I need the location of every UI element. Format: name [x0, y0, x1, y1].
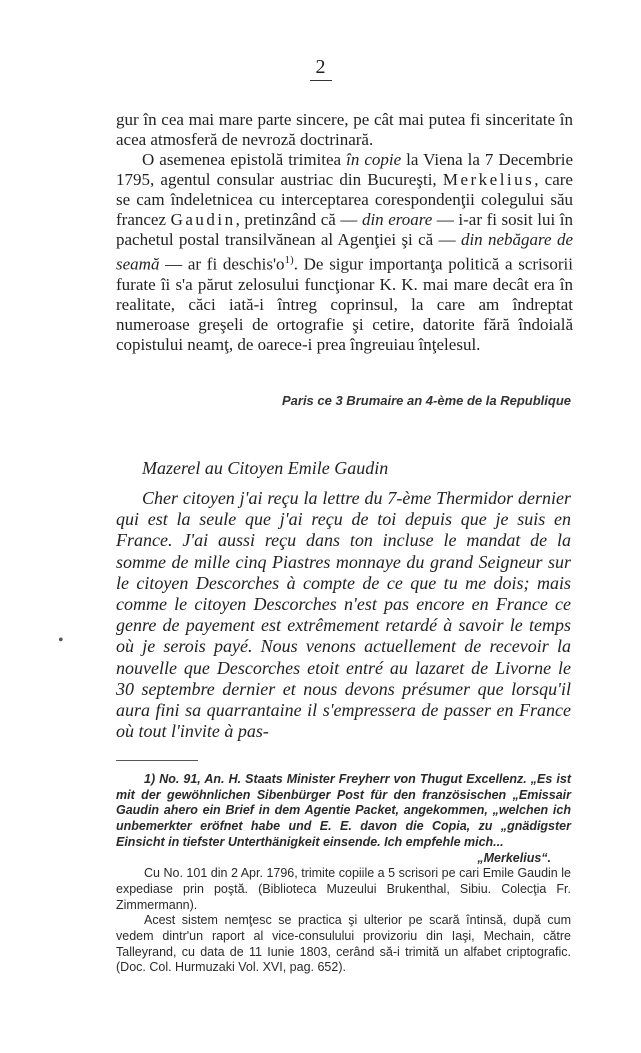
letter-dateline: Paris ce 3 Brumaire an 4-ème de la Republique: [281, 393, 571, 408]
page-number-text: 2: [310, 54, 332, 81]
footnotes: [116, 772, 571, 976]
paragraph-epistola: O asemenea epistolă trimitea în copie la Viena la 7 Decembrie 1795, agentul consular austriac din Bucureşti, Merkelius, care se cam îndeletnicea cu interceptarea corespondenţii colegului său francez Gaudin, pretinzând că — din eroare — i-ar fi sosit lui în pachetul postal transilvănean al Agenţiei şi că — din nebăgare de seamă — ar fi $deschis'o^{1)}$. De sigur importanţa politică a scrisorii furate îi s'a părut zelosului funcţionar K. K. mai mare decât era în realitate, căci iată-i întreg coprinsul, la care am îndreptat numeroase greşeli de ortografie şi cetire, datorite fără îndoială copistului neamţ, de oarece-i prea îngreuiau înţelesul.: [116, 150, 573, 354]
footnote-signature: „Merkelius“.: [477, 850, 551, 865]
emphasis-din-eroare: din eroare: [361, 210, 433, 229]
letter-body: [116, 488, 571, 742]
emphasis-nebagare: din nebăgare de seamă: [116, 230, 573, 274]
footnote-separator: [116, 760, 198, 761]
name-merkelius: Merkelius: [442, 170, 535, 189]
letter-salutation: Mazerel au Citoyen Emile Gaudin: [142, 458, 389, 478]
page-number: [0, 54, 641, 81]
main-text: [116, 110, 573, 355]
footnote-2: Cu No. 101 din 2 Apr. 1796, trimite copiile a 5 scrisori pe cari Emile Gaudin le expediase prin poştă. (Biblioteca Muzeului Brukenthal, Sibiu. Colecţia Fr. Zimmermann).: [116, 866, 571, 912]
margin-mark: •: [58, 632, 64, 649]
footnote-3: Acest sistem nemţesc se practica şi ulterior pe scară întinsă, după cum vedem dintr'un raport al vice-consulului provizoriu din Iaşi, Mechain, către Talleyrand, cu data de 11 Iunie 1803, cerând să-i trimită un alfabet criptografic. (Doc. Col. Hurmuzaki Vol. XVI, pag. 652).: [116, 913, 571, 975]
paragraph-continuation: gur în cea mai mare parte sincere, pe cât mai putea fi sinceritate în acea atmosferă de nevroză doctrinară.: [116, 110, 573, 149]
footnote-ref[interactable]: 1): [284, 254, 294, 266]
letter-paragraph: Cher citoyen j'ai reçu la lettre du 7-ème Thermidor dernier qui est la seule que j'ai reçu de toi depuis que je suis en France. J'ai aussi reçu dans ton incluse le mandat de la somme de mille cinq Piastres monnaye du grand Seigneur sur le citoyen Descorches à compte de ce que tu me dois; mais comme le citoyen Descorches n'est pas encore en France ce genre de payement est extrêmement retardé à savoir le temps où je serois payé. Nous venons actuellement de recevoir la nouvelle que Descorches etoit entré au lazaret de Livorne le 30 septembre dernier et nous devons présumer que lorsqu'il aura fini sa quarrantaine il s'empressera de passer en France où tout l'invite à pas-: [116, 488, 571, 742]
emphasis-in-copie: în copie: [346, 150, 402, 169]
footnote-1: 1) No. 91, An. H. Staats Minister Freyherr von Thugut Excellenz. „Es ist mit der gewöhnlichen Sibenbürger Post für den französischen „Emissair Gaudin ahero ein Brief in dem Agentie Packet, angekommen, „welchen ich unbemerkter eröfnet habe und E. E. davon die Copia, zu „gnädigster Einsicht in tiefster Unterthänigkeit einsende. Ich empfehle mich... „Merkelius“.: [116, 772, 571, 865]
name-gaudin: Gaudin: [170, 210, 236, 229]
